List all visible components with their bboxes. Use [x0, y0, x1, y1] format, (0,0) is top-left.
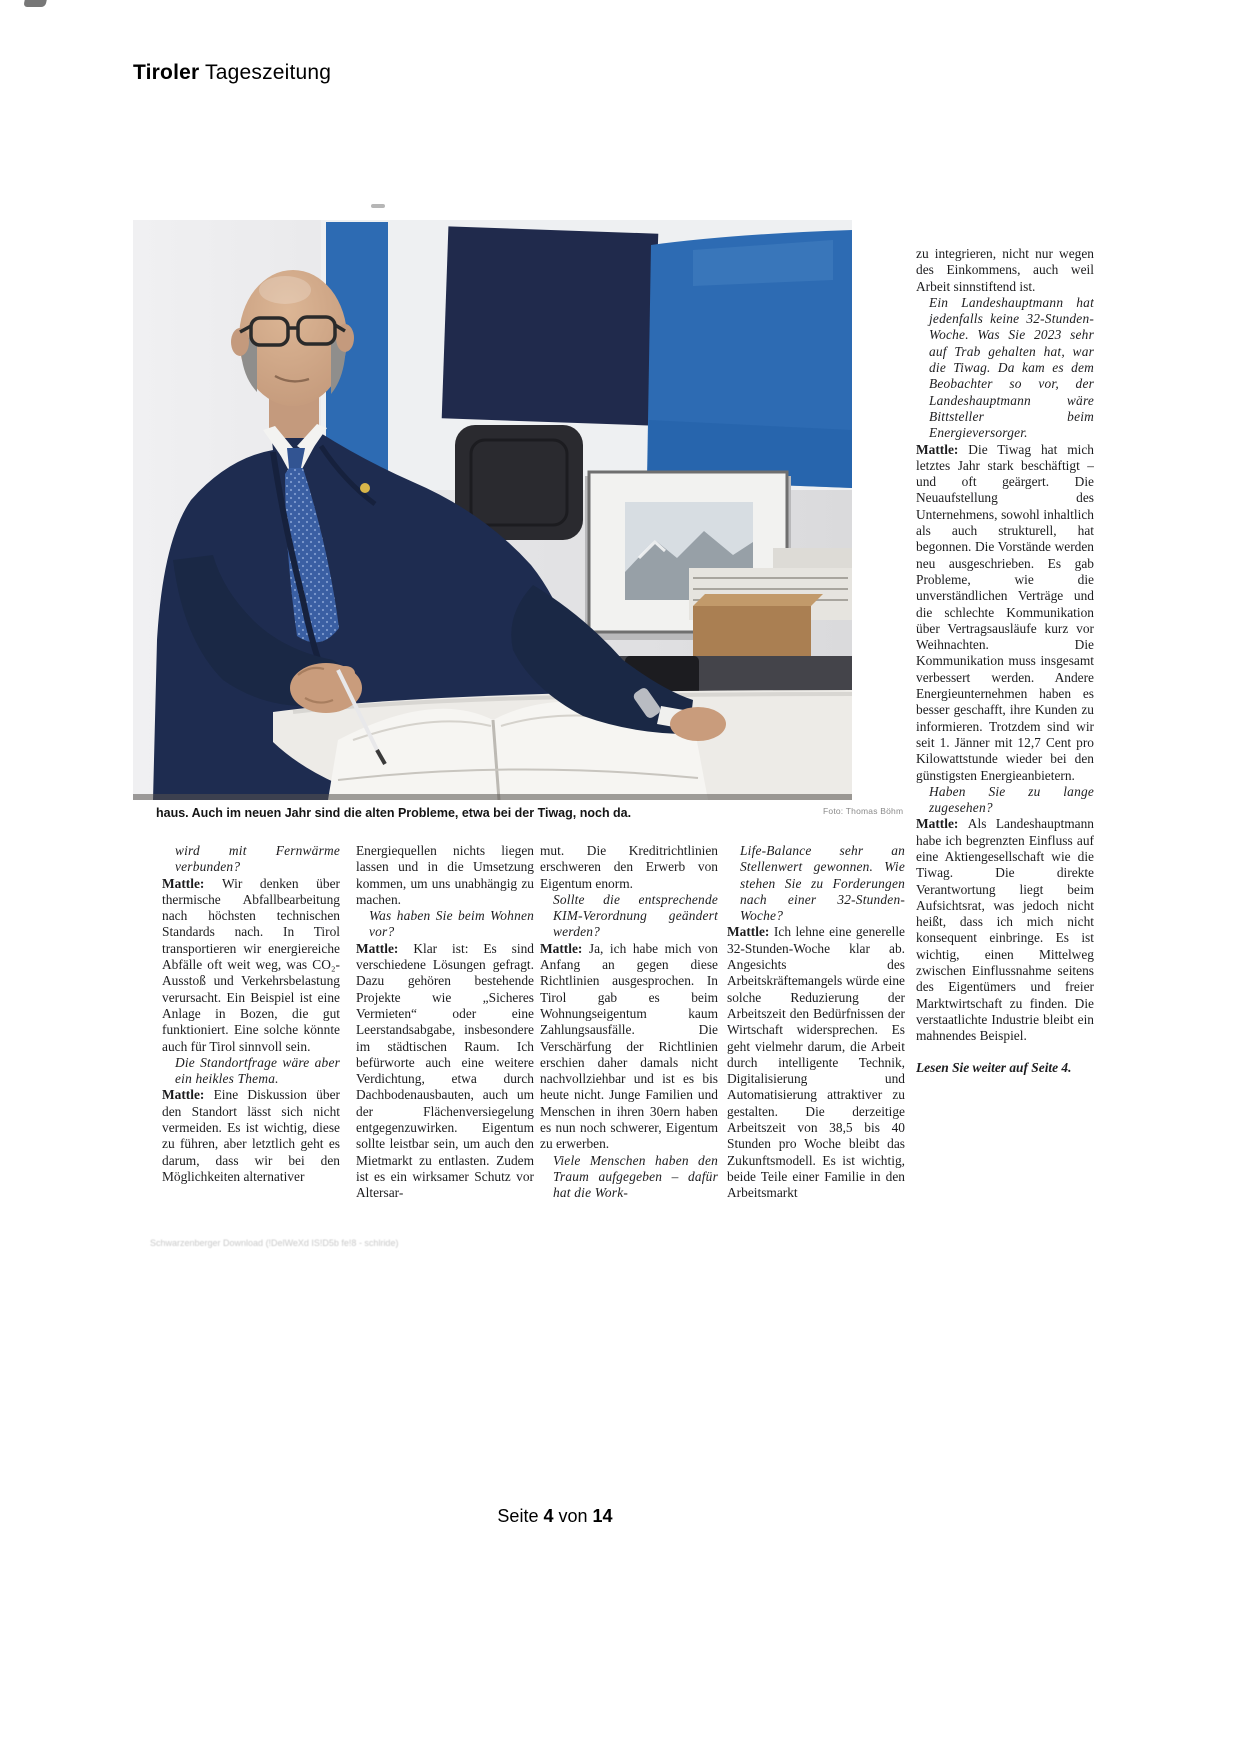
scan-smudge-artifact [23, 0, 46, 7]
photo-illustration [133, 220, 852, 800]
continuation-note: Lesen Sie weiter auf Seite 4. [916, 1059, 1072, 1075]
article-column-1 [162, 843, 340, 1243]
speaker-name: Mattle: [162, 875, 222, 891]
article-column-3 [540, 843, 718, 1243]
photo-caption: haus. Auch im neuen Jahr sind die alten Probleme, etwa bei der Tiwag, noch da. [156, 806, 632, 820]
page-number-footer [0, 1506, 1110, 1527]
lapel-pin [360, 483, 370, 493]
interview-question: Die Standortfrage wäre aber ein heikles Thema. [175, 1054, 340, 1087]
article-photo [133, 220, 852, 800]
speaker-name: Mattle: [540, 940, 589, 956]
interview-question: Viele Menschen haben den Traum aufgegeben – dafür hat die Work- [553, 1152, 718, 1201]
speaker-name: Mattle: [727, 924, 774, 940]
article-column-5 [916, 246, 1094, 1246]
interview-question: wird mit Fernwärme verbunden? [175, 843, 340, 875]
interview-question: Was haben Sie beim Wohnen vor? [369, 908, 534, 940]
article-paragraph: Energiequellen nichts liegen lassen und in die Umsetzung kommen, um uns unabhängig zu machen. [356, 843, 534, 907]
interview-question: Sollte die entsprechende KIM-Verordnung geändert werden? [553, 891, 718, 940]
footer-page-number: 4 [543, 1506, 554, 1526]
article-paragraph: Mattle: Als Landeshauptmann habe ich begrenzten Einfluss auf eine Aktiengesellschaft wie die Tiwag. Die direkte Verantwortung liegt beim Aufsichtsrat, was jedoch nicht heißt, dass ich mich nicht konsequent einbringe. Es ist wichtig, einen Mittelweg zwischen Einflussnahme seitens des Eigentümers und freier Marktwirtschaft zu finden. Die verstaatlichte Industrie bleibt ein mahnendes Beispiel. [916, 816, 1094, 1044]
speaker-name: Mattle: [916, 441, 969, 457]
article-paragraph: Mattle: Eine Diskussion über den Standort lässt sich nicht vermeiden. Es ist wichtig, diese zu führen, aber letztlich geht es darum, dass wir bei den Möglichkeiten alternativer [162, 1087, 340, 1184]
article-column-2 [356, 843, 534, 1243]
cutoff-text-artifact: Schwarzenberger Download (!DelWeXd IS!D5b fe!8 - schlride) [150, 1238, 399, 1248]
footer-total-pages: 14 [592, 1506, 613, 1526]
masthead-bold: Tiroler [133, 61, 200, 84]
masthead [133, 60, 331, 86]
footer-connector: von [558, 1506, 588, 1526]
interview-question: Haben Sie zu lange zugesehen? [929, 783, 1094, 816]
scan-dash-artifact [371, 204, 385, 208]
article-paragraph: Mattle: Die Tiwag hat mich letztes Jahr stark beschäftigt – und oft geärgert. Die Neuaufstellung des Unternehmens, sowohl inhaltlich als auch strukturell, hat begonnen. Die Vorstände werden neu ausgeschrieben. Es gab Probleme, wie die unverständlichen Verträge und die schlechte Kommunikation über Vertragsausläufe kurz vor Weihnachten. Die Kommunikation muss insgesamt verbessert werden. Andere Energieunternehmen haben es besser geschafft, ihre Kunden zu informieren. Trotzdem sind wir seit 1. Jänner mit 12,7 Cent pro Kilowattstunde wieder bei den günstigsten Energieanbietern. [916, 441, 1094, 783]
article-column-4 [727, 843, 905, 1243]
speaker-name: Mattle: [916, 816, 968, 832]
article-paragraph: Mattle: Wir denken über thermische Abfallbearbeitung nach höchsten technischen Standards nach. In Tirol transportieren wir energiereiche Abfälle oft weit weg, was CO₂-Ausstoß und Verkehrsbelastung verursacht. Ein Beispiel ist eine Anlage in Bozen, die gut funktioniert. Eine solche könnte auch für Tirol sinnvoll sein. [162, 875, 340, 1054]
article-paragraph: Mattle: Ich lehne eine generelle 32-Stunden-Woche klar ab. Angesichts des Arbeitskräftemangels würde eine solche Reduzierung der Arbeitszeit den Bedürfnissen der Wirtschaft widersprechen. Es geht vielmehr darum, die Arbeit durch intelligente Technik, Digitalisierung und Automatisierung attraktiver zu gestalten. Die derzeitige Arbeitszeit von 38,5 bis 40 Stunden pro Woche bleibt das Zukunftsmodell. Es ist wichtig, beide Teile einer Familie in den Arbeitsmarkt [727, 924, 905, 1201]
footer-prefix: Seite [497, 1506, 539, 1526]
interview-question: Ein Landeshauptmann hat jedenfalls keine 32-Stunden-Woche. Was Sie 2023 sehr auf Trab gehalten hat, war die Tiwag. Da kam es dem Beobachter so vor, der Landeshauptmann wäre Bittsteller beim Energieversorger. [929, 294, 1094, 441]
article-paragraph: Mattle: Ja, ich habe mich von Anfang an gegen diese Richtlinien ausgesprochen. In Tirol gab es beim Wohnungseigentum kaum Zahlungsausfälle. Die Verschärfung der Richtlinien erschien daher damals nicht nachvollziehbar und ist es bis heute nicht. Junge Familien und Menschen in ihren 30ern haben es nun noch schwerer, Eigentum zu erwerben. [540, 940, 718, 1152]
article-paragraph: zu integrieren, nicht nur wegen des Einkommens, auch weil Arbeit sinnstiftend ist. [916, 246, 1094, 294]
masthead-regular: Tageszeitung [199, 61, 332, 84]
wooden-box [693, 606, 811, 662]
photo-credit: Foto: Thomas Böhm [823, 806, 904, 816]
speaker-name: Mattle: [356, 940, 414, 956]
interview-question: Life-Balance sehr an Stellenwert gewonnen. Wie stehen Sie zu Forderungen nach einer 32-Stunden-Woche? [740, 843, 905, 924]
speaker-name: Mattle: [162, 1087, 214, 1103]
abstract-painting [321, 220, 852, 490]
ear-left [231, 328, 249, 356]
photo-bottom-edge [133, 794, 852, 800]
article-paragraph: Mattle: Klar ist: Es sind verschiedene Lösungen gefragt. Dazu gehören bestehende Projekte wie „Sicheres Vermieten“ oder eine Leerstandsabgabe, insbesondere im städtischen Raum. Ich befürworte auch eine weitere Verdichtung, etwa durch Dachbodenausbauten, auch um der Flächenversiegelung entgegenzuwirken. Eigentum sollte leistbar sein, um auch den Mietmarkt zu entlasten. Zudem ist es ein wirksamer Schutz vor Altersar- [356, 940, 534, 1201]
article-paragraph: mut. Die Kreditrichtlinien erschweren den Erwerb von Eigentum enorm. [540, 843, 718, 891]
